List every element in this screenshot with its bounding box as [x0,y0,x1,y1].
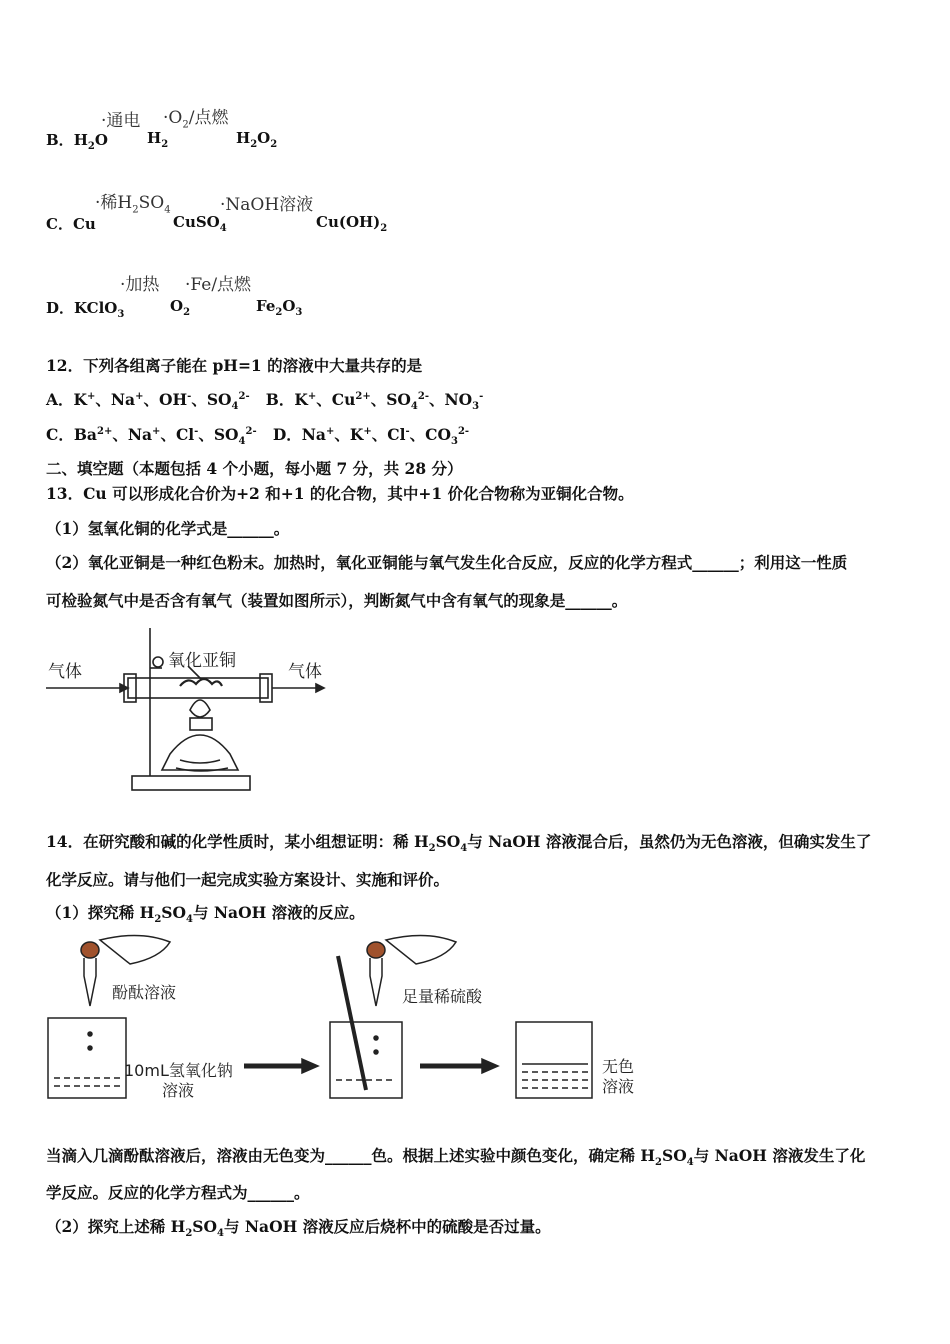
cuprous-oxide-label: 氧化亚铜 [168,651,236,671]
arrow-label-b1: ·通电 [101,111,141,131]
option-b-end: $H_2O_2$ [236,129,278,150]
q13-part2b: 可检验氮气中是否含有氧气（装置如图所示），判断氮气中含有氧气的现象是______。 [46,591,628,610]
arrow-label-c1: ·稀$H_2SO_4$ [95,193,171,216]
q14-question-b: 学反应。反应的化学方程式为______。 [46,1183,310,1202]
option-c-end: $Cu(OH)_2$ [316,213,388,234]
phenolphthalein-label: 酚酞溶液 [112,983,177,1002]
q12-stem: 12．下列各组离子能在 pH=1 的溶液中大量共存的是 [46,356,423,375]
arrow-label-b2: $\cdot O_2/$点燃 [163,108,229,131]
q14-part2: （2）探究上述稀 $H_2SO_4$与 NaOH 溶液反应后烧杯中的硫酸是否过量。 [46,1217,551,1240]
naoh-label-2: 溶液 [162,1081,195,1100]
option-d-mid: $O_2$ [170,297,191,318]
option-b-mid: $H_2$ [147,129,169,150]
experiment-figure [40,930,660,1110]
q12-options-cd: C．$Ba^{2+}$、Na+、Cl-、$SO_4^{2-}$ D．Na+、K+、Cl-、$CO_3^{2-}$ [46,425,470,448]
stand-base [132,776,250,790]
colorless-label-1: 无色 [602,1057,635,1076]
section-title: 二、填空题（本题包括 4 个小题，每小题 7 分，共 28 分） [46,459,463,478]
q13-part2a: （2）氧化亚铜是一种红色粉末。加热时，氧化亚铜能与氧气发生化合反应，反应的化学方程式______；利用这一性质 [46,553,848,572]
arrow-label-c2: ·NaOH溶液 [220,195,314,215]
colorless-label-2: 溶液 [602,1077,635,1096]
beaker-3 [516,1022,592,1098]
option-c-mid: CuSO$_4$ [173,213,227,234]
gas-out-label: 气体 [288,662,322,682]
apparatus-figure [40,622,340,797]
q12-options-ab: A．K+、Na+、OH-、$SO_4^{2-}$ B．K+、$Cu^{2+}$、$SO_4^{2-}$、$NO_3^-$ [46,390,484,413]
option-b: B．$H_2O$ [46,131,108,152]
q14-part1: （1）探究稀 $H_2SO_4$与 NaOH 溶液的反应。 [46,903,365,926]
q14-stem2: 化学反应。请与他们一起完成实验方案设计、实施和评价。 [46,870,450,889]
arrow-label-d1: ·加热 [120,275,160,295]
option-d-end: $Fe_2O_3$ [256,297,303,318]
q14-question-a: 当滴入几滴酚酞溶液后，溶液由无色变为______色。根据上述实验中颜色变化，确定稀 $H_2SO_4$与 NaOH 溶液发生了化 [46,1146,866,1169]
acid-label: 足量稀硫酸 [402,987,483,1006]
option-c: C．Cu [46,215,96,233]
option-d: D．KClO$_3$ [46,299,125,320]
naoh-label-1: 10mL氢氧化钠 [124,1061,233,1080]
q13-part1: （1）氢氧化铜的化学式是______。 [46,519,290,538]
q14-stem1: 14．在研究酸和碱的化学性质时，某小组想证明：稀 $H_2SO_4$与 NaOH 溶液混合后，虽然仍为无色溶液，但确实发生了 [46,832,872,855]
arrow-label-d2: ·Fe/点燃 [185,275,252,295]
gas-in-label: 气体 [48,662,82,682]
q13-stem: 13．Cu 可以形成化合价为+2 和+1 的化合物，其中+1 价化合物称为亚铜化合物。 [46,484,634,503]
